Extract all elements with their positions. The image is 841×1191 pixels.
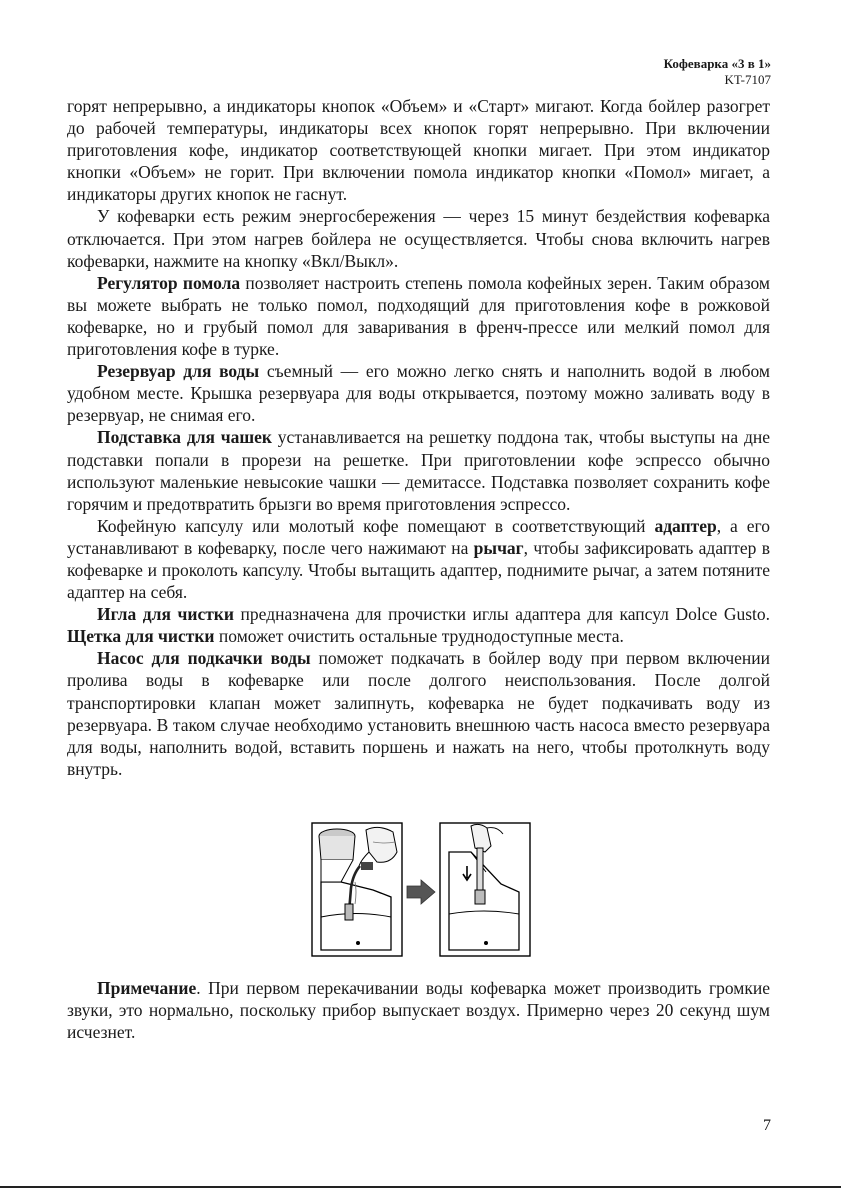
note-paragraph — [67, 977, 770, 1043]
arrow-right-icon — [407, 880, 435, 904]
note-text: . При первом перекачивании воды кофеварка может производить громкие звуки, это нормально, поскольку прибор выпускает воздух. Примерно через 20 секунд шум исчезнет. — [67, 978, 770, 1043]
paragraph — [67, 603, 770, 647]
term-bold: рычаг — [473, 537, 524, 558]
paragraph-text: горят непрерывно, а индикаторы кнопок «Объем» и «Старт» мигают. Когда бойлер разогрет до рабочей температуры, индикаторы всех кнопок горят непрерывно. При включении приготовления кофе, индикатор соответствующей кнопки мигает. При этом индикатор кнопки «Объем» не горит. При включении помола индикатор кнопки «Помол» мигает, а индикаторы других кнопок не гаснут. — [67, 96, 770, 205]
note-label: Примечание — [97, 978, 197, 998]
term-bold: Щетка для чистки — [67, 626, 215, 647]
pouring-water-illustration — [312, 823, 402, 956]
header-model: KT-7107 — [724, 72, 771, 87]
paragraph — [67, 515, 770, 603]
paragraph — [67, 426, 770, 514]
header-title: Кофеварка «3 в 1» — [663, 56, 771, 71]
paragraph-text: предназначена для прочистки иглы адаптера для капсул Dolce Gusto. — [233, 604, 770, 625]
page-number: 7 — [763, 1117, 771, 1134]
term-bold: Насос для подкачки воды — [97, 648, 311, 669]
body-text — [67, 95, 770, 780]
pump-instruction-figure — [311, 822, 531, 957]
paragraph — [67, 95, 770, 205]
paragraph-text: У кофеварки есть режим энергосбережения — через 15 минут бездействия кофеварка отключается. При этом нагрев бойлера не осуществляется. Чтобы снова включить нагрев кофеварки, нажмите на кнопку «Вкл/Выкл». — [67, 206, 770, 271]
term-bold: Резервуар для воды — [97, 361, 260, 382]
paragraph-text: съемный — его можно легко снять и наполнить водой в любом удобном месте. Крышка резервуара для воды открывается, поэтому можно заливать воду в резервуар, не снимая его. — [67, 361, 770, 426]
paragraph — [67, 205, 770, 271]
term-bold: адаптер — [654, 515, 717, 536]
paragraph-text: Кофейную капсулу или молотый кофе помещают в соответствующий — [97, 515, 655, 536]
paragraph-text: поможет подкачать в бойлер воду при первом включении пролива воды в кофеварке или после долгого неиспользования. После долгой транспортировки клапан может залипнуть, кофеварка не будет подкачивать воду из резервуара. В таком случае необходимо установить внешнюю часть насоса вместо резервуара для воды, наполнить водой, вставить поршень и нажать на него, чтобы протолкнуть воду внутрь. — [67, 648, 770, 779]
paragraph-text: позволяет настроить степень помола кофейных зерен. Таким образом вы можете выбрать не только помол, подходящий для приготовления кофе в рожковой кофеварке, но и грубый помол для заваривания в френч-прессе или мелкий помол для приготовления кофе в турке. — [67, 272, 771, 360]
term-bold: Регулятор помола — [97, 272, 241, 293]
piston-pump-illustration — [440, 823, 530, 956]
page-header — [664, 56, 771, 88]
paragraph — [67, 647, 770, 780]
paragraph — [67, 272, 770, 360]
term-bold: Игла для чистки — [97, 604, 234, 625]
paragraph-text: , а его устанавливают в кофеварку, после чего нажимают на — [67, 515, 771, 558]
term-bold: Подставка для чашек — [97, 427, 273, 448]
paragraph — [67, 360, 770, 426]
paragraph-text: устанавливается на решетку поддона так, чтобы выступы на дне подставки попали в прорези на решетке. При приготовлении кофе эспрессо обычно используют маленькие невысокие чашки — демитассе. Подставка позволяет сохранить кофе горячим и предотвратить брызги во время приготовления эспрессо. — [67, 427, 770, 514]
paragraph-text: , чтобы зафиксировать адаптер в кофеварке и проколоть капсулу. Чтобы вытащить адаптер, поднимите рычаг, а затем потяните адаптер на себя. — [67, 537, 770, 603]
bottom-divider — [0, 1186, 841, 1188]
paragraph-text: поможет очистить остальные труднодоступные места. — [214, 626, 624, 647]
